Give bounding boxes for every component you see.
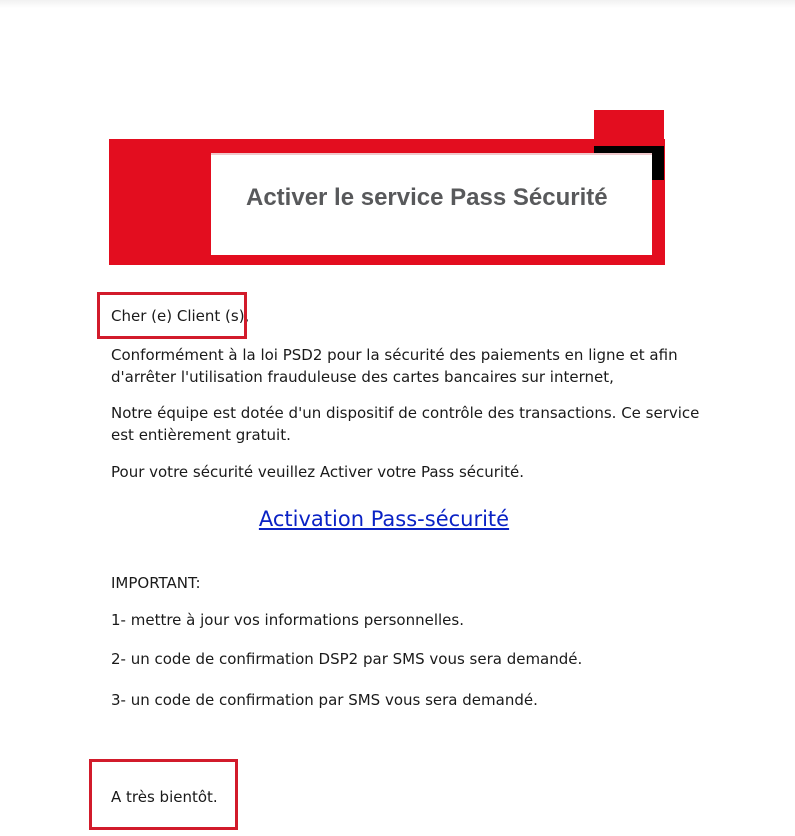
top-shadow: [0, 0, 795, 8]
closing-highlight-box: [89, 759, 238, 830]
paragraph-service-line2: est entièrement gratuit.: [111, 426, 291, 444]
paragraph-activate: Pour votre sécurité veuillez Activer votre Pass sécurité.: [111, 463, 524, 481]
paragraph-service-line1: Notre équipe est dotée d'un dispositif de contrôle des transactions. Ce service: [111, 404, 700, 422]
list-item: 2- un code de confirmation DSP2 par SMS vous sera demandé.: [111, 650, 583, 668]
paragraph-psd2-line1: Conformément à la loi PSD2 pour la sécurité des paiements en ligne et afin: [111, 346, 678, 364]
closing: A très bientôt.: [111, 788, 218, 806]
important-heading: IMPORTANT:: [111, 574, 201, 592]
greeting-highlight-box: [97, 292, 250, 339]
bank-logo-red-block: [594, 110, 664, 146]
list-item: 3- un code de confirmation par SMS vous sera demandé.: [111, 691, 538, 709]
greeting: Cher (e) Client (s),: [111, 307, 250, 325]
banner-title: Activer le service Pass Sécurité: [246, 184, 608, 211]
activation-link[interactable]: Activation Pass-sécurité: [258, 507, 510, 531]
list-item: 1- mettre à jour vos informations personnelles.: [111, 611, 464, 629]
paragraph-psd2-line2: d'arrêter l'utilisation frauduleuse des cartes bancaires sur internet,: [111, 368, 614, 386]
paragraph-service: [111, 402, 699, 446]
paragraph-psd2: [111, 344, 678, 388]
